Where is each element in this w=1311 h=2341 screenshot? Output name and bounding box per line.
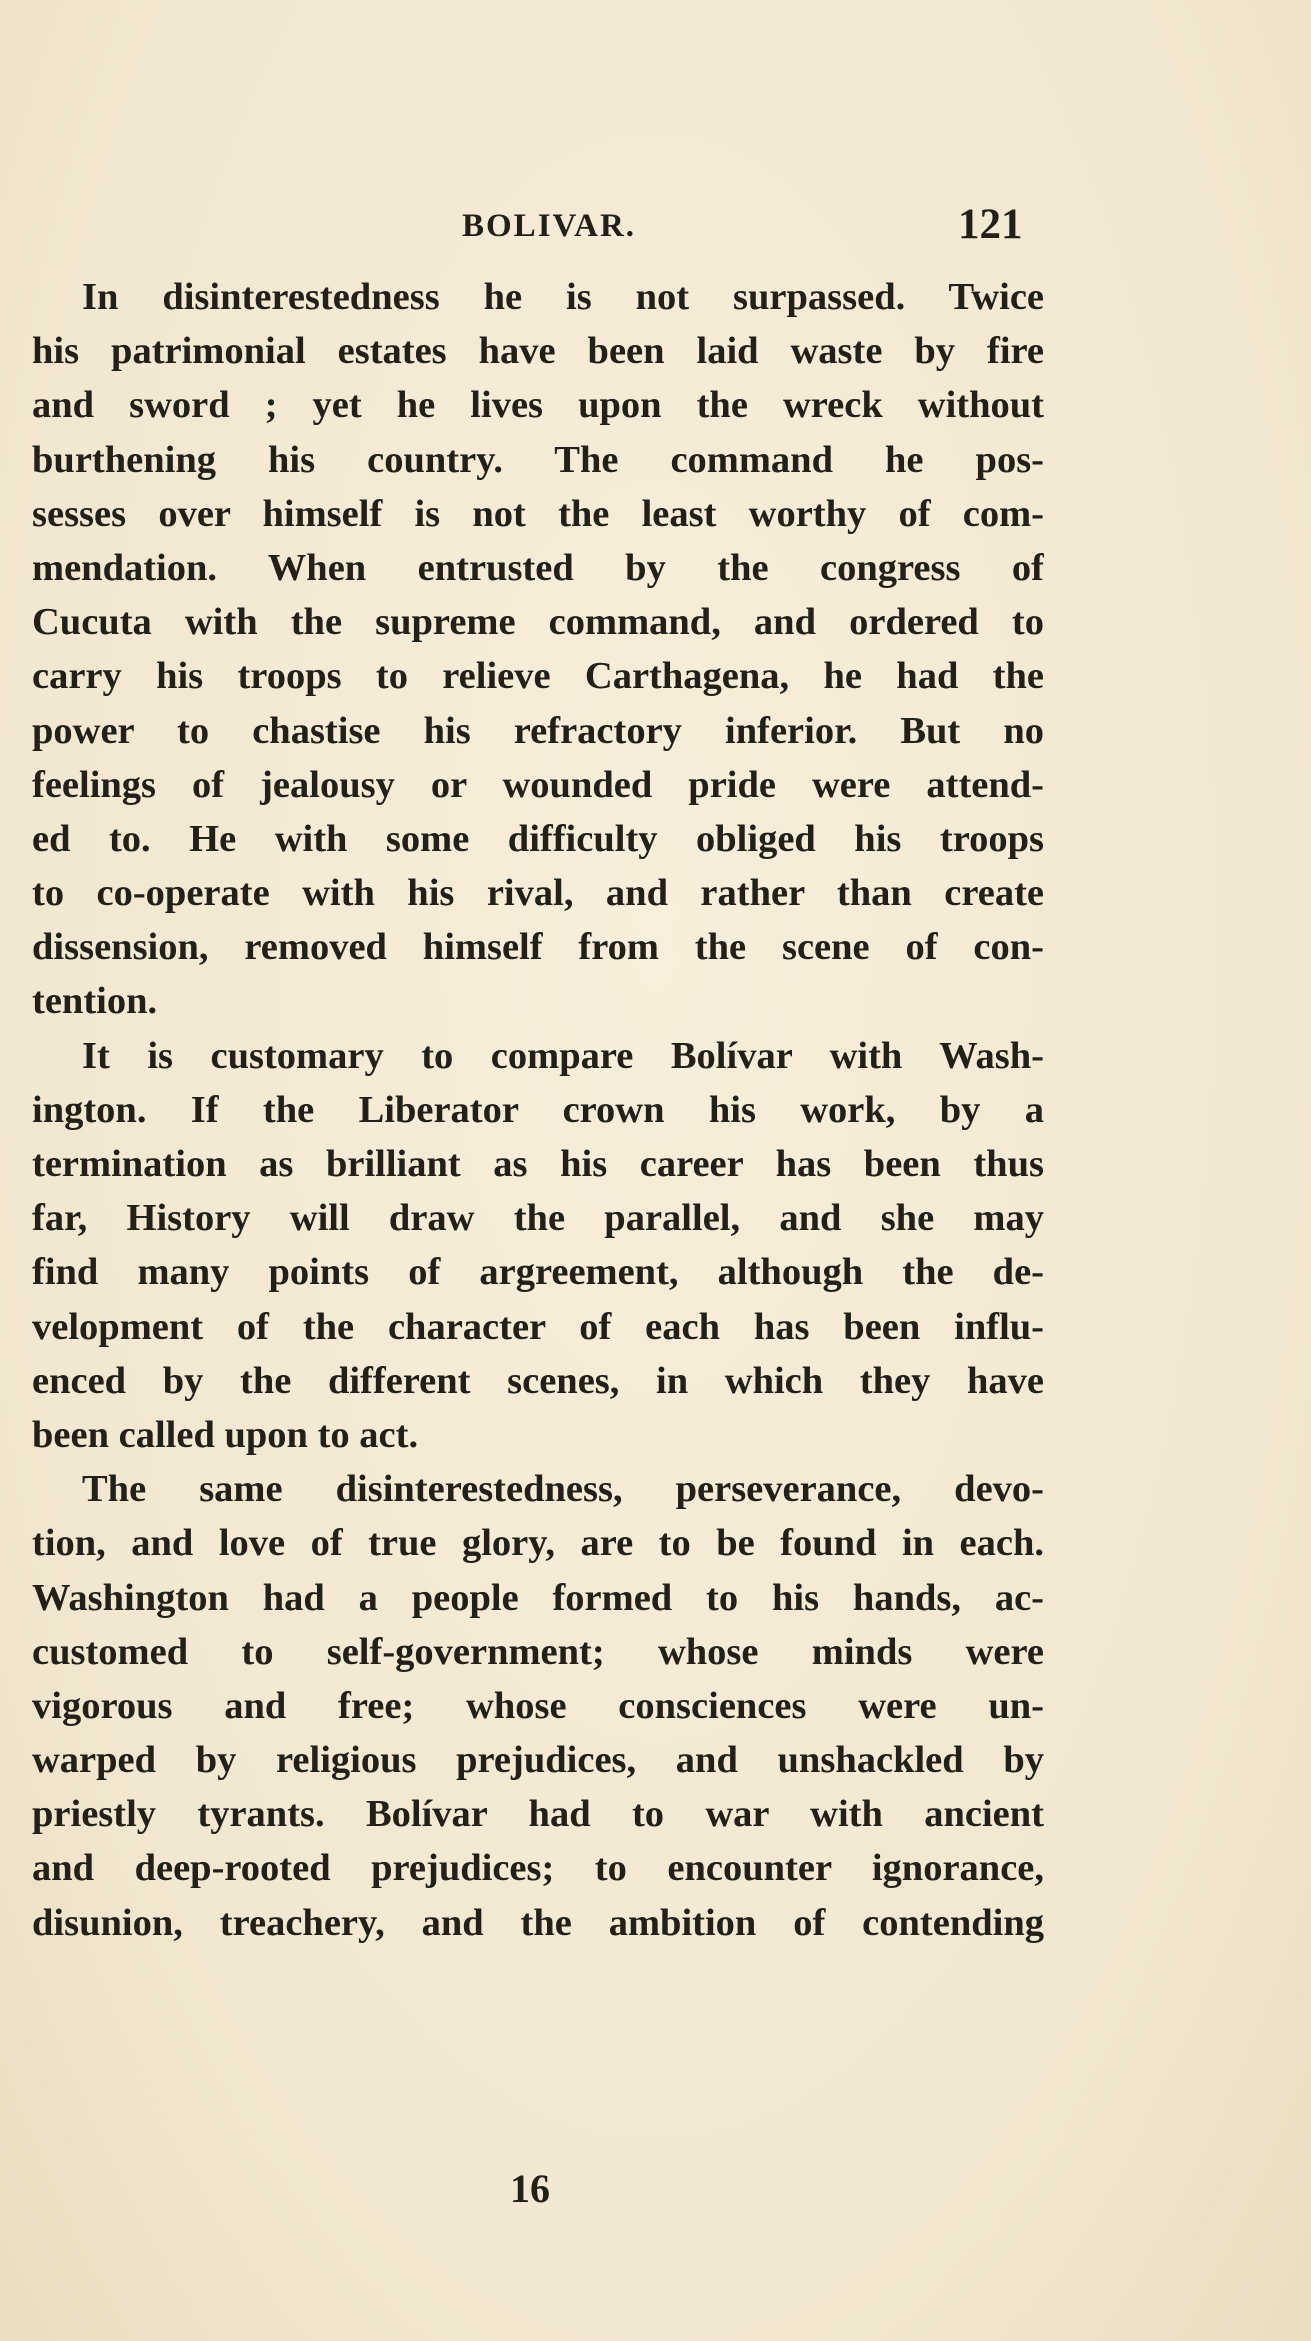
text-line: dissension, removed himself from the scene of con- (32, 926, 1044, 969)
text-line: tention. (32, 980, 158, 1023)
text-line: The same disinterestedness, perseverance, devo- (82, 1468, 1044, 1511)
text-line: priestly tyrants. Bolívar had to war with ancient (32, 1793, 1044, 1836)
text-line: Washington had a people formed to his hands, ac- (32, 1576, 1044, 1619)
text-line: velopment of the character of each has been influ- (32, 1305, 1044, 1348)
text-line: find many points of argreement, although the de- (32, 1251, 1044, 1294)
page-number: 121 (958, 201, 1023, 248)
text-line: enced by the different scenes, in which they have (32, 1359, 1044, 1402)
text-line: Cucuta with the supreme command, and ordered to (32, 601, 1044, 644)
text-line: customed to self-government; whose minds were (32, 1630, 1044, 1673)
text-line: power to chastise his refractory inferior. But no (32, 709, 1044, 752)
text-line: tion, and love of true glory, are to be found in each. (32, 1522, 1044, 1565)
text-line: ington. If the Liberator crown his work, by a (32, 1088, 1044, 1131)
running-title: BOLIVAR. (462, 208, 637, 244)
text-line: burthening his country. The command he pos- (32, 438, 1044, 481)
text-line: carry his troops to relieve Carthagena, he had the (32, 655, 1044, 698)
text-line: feelings of jealousy or wounded pride were attend- (32, 763, 1044, 806)
text-line: vigorous and free; whose consciences were un- (32, 1684, 1044, 1727)
body-text (32, 270, 1044, 1950)
text-line: It is customary to compare Bolívar with Wash- (82, 1034, 1044, 1077)
text-line: warped by religious prejudices, and unshackled by (32, 1739, 1044, 1782)
text-line: been called upon to act. (32, 1413, 419, 1456)
text-line: sesses over himself is not the least worthy of com- (32, 492, 1044, 535)
text-line: and deep-rooted prejudices; to encounter ignorance, (32, 1847, 1044, 1890)
text-line: disunion, treachery, and the ambition of contending (32, 1901, 1044, 1944)
text-line: In disinterestedness he is not surpassed. Twice (82, 276, 1044, 318)
text-line: and sword ; yet he lives upon the wreck without (32, 384, 1044, 427)
text-line: mendation. When entrusted by the congress of (32, 546, 1044, 589)
signature-mark: 16 (510, 2166, 550, 2211)
text-line: to co-operate with his rival, and rather than create (32, 872, 1044, 915)
running-head (0, 200, 1311, 260)
text-line: ed to. He with some difficulty obliged his troops (32, 817, 1044, 860)
text-line: termination as brilliant as his career has been thus (32, 1143, 1044, 1185)
text-line: his patrimonial estates have been laid waste by fire (32, 330, 1044, 373)
text-line: far, History will draw the parallel, and she may (32, 1197, 1044, 1240)
